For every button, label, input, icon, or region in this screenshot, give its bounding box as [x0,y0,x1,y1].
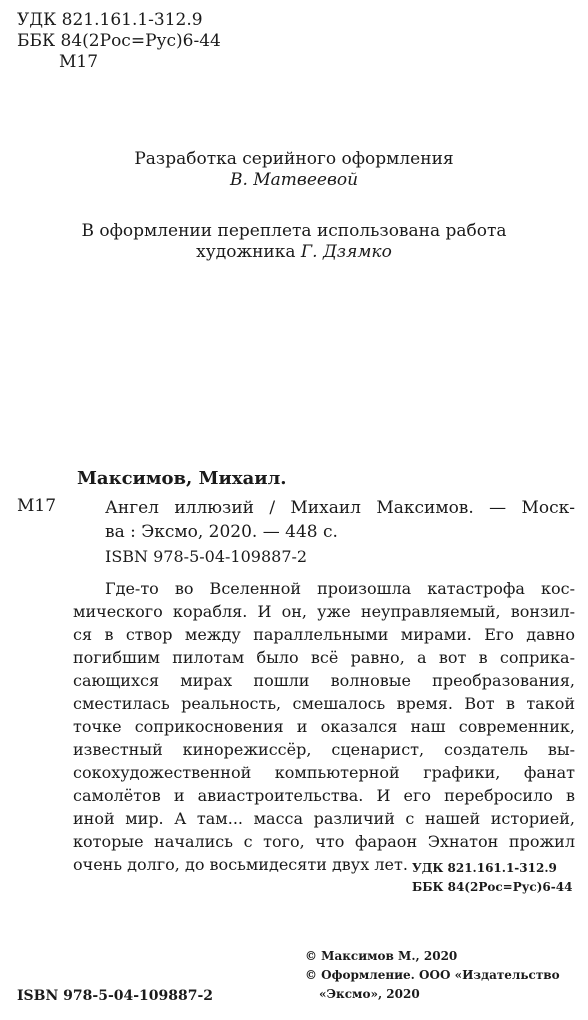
catalog-entry-description [105,496,575,544]
bottom-classification-codes [412,859,572,897]
annotation-line: иной мир. А там... масса различий с нашей историей, [73,809,575,828]
cover-artwork-credit [0,221,588,263]
catalog-entry-isbn: ISBN 978-5-04-109887-2 [105,547,308,566]
copyright-design-continued: «Эксмо», 2020 [319,987,420,1001]
series-design-label: Разработка серийного оформления [134,149,454,169]
annotation-line: очень долго, до восьмидесяти двух лет. [73,855,408,874]
bottom-udc-code: УДК 821.161.1-312.9 [412,861,557,875]
book-annotation [73,577,575,876]
copyright-author: © Максимов М., 2020 [305,949,458,963]
top-udc-code: УДК 821.161.1-312.9 [17,10,203,30]
copyright-design: © Оформление. ООО «Издательство [305,968,560,982]
annotation-line: погибшим пилотам было всё равно, а вот в соприка- [73,648,575,667]
annotation-line: сокохудожественной компьютерной графики, фанат [73,763,575,782]
top-author-mark: М17 [59,52,99,72]
cover-note-artist-line [0,242,588,263]
catalog-entry-author: Максимов, Михаил. [77,468,287,489]
annotation-line: мического корабля. И он, уже неуправляемый, вонзил- [73,602,575,621]
annotation-line: точке соприкосновения и оказался наш современник, [73,717,575,736]
bottom-isbn: ISBN 978-5-04-109887-2 [17,988,214,1004]
cover-note-artist-name: Г. Дзямко [300,242,392,262]
annotation-line: самолётов и авиастроительства. И его перебросило в [73,786,575,805]
catalog-entry-line: ва : Эксмо, 2020. — 448 с. [105,522,338,542]
annotation-line: ся в створ между параллельными мирами. Его давно [73,625,575,644]
annotation-line: Где-то во Вселенной произошла катастрофа кос- [105,579,575,598]
top-classification-codes [17,10,221,73]
bottom-bbk-code: ББК 84(2Рос=Рус)6-44 [412,880,573,894]
cover-note-label: В оформлении переплета использована работа [81,221,507,241]
copyright-notice [305,947,560,1004]
cover-note-prefix: художника [196,242,296,262]
annotation-line: сместилась реальность, смешалось время. Вот в такой [73,694,575,713]
top-bbk-code: ББК 84(2Рос=Рус)6-44 [17,31,221,51]
series-design-credit [0,149,588,191]
annotation-line: сающихся мирах пошли волновые преобразования, [73,671,575,690]
series-design-name: В. Матвеевой [229,170,359,190]
annotation-line: известный кинорежиссёр, сценарист, создатель вы- [73,740,575,759]
catalog-entry-author-mark: М17 [17,496,57,516]
catalog-entry-line: Ангел иллюзий / Михаил Максимов. — Моск- [105,498,575,518]
annotation-line: которые начались с того, что фараон Эхнатон прожил [73,832,575,851]
